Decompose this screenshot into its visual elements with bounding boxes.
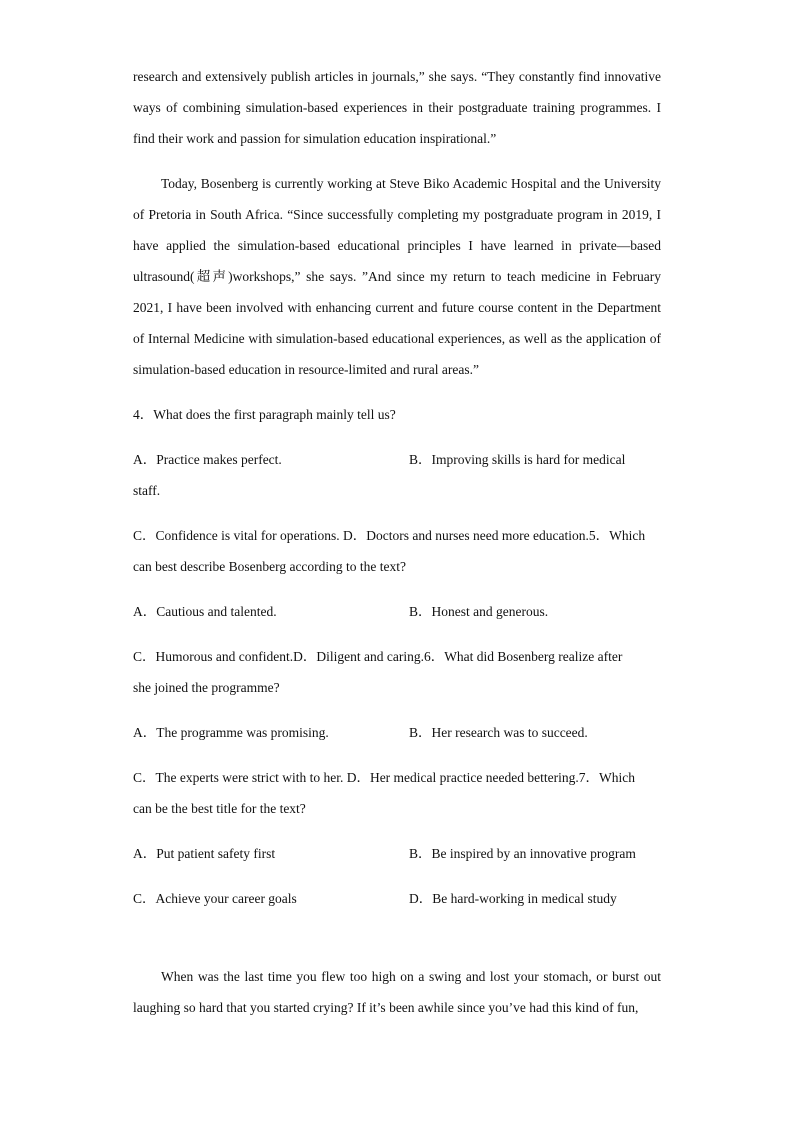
passage-paragraph-1: research and extensively publish articles in journals,” she says. “They constantly find innovative ways of combining simulation-based experiences in their postgraduate training programmes. I find their work and passion for simulation education inspirational.” — [133, 69, 661, 146]
question-5-options-cd: C．Humorous and confident.D．Diligent and caring.6．What did Bosenberg realize after — [133, 649, 623, 664]
question-6-option-a: A．The programme was promising. — [133, 725, 329, 740]
question-6-options-cd: C．The experts were strict with to her. D．Her medical practice needed bettering.7．Which — [133, 770, 635, 785]
document-page — [133, 61, 661, 1023]
question-4-option-b-continued: staff. — [133, 483, 161, 498]
question-4-options-ab — [133, 444, 661, 475]
question-4-options-cd: C．Confidence is vital for operations. D．Doctors and nurses need more education.5．Which — [133, 528, 646, 543]
question-7-stem: can be the best title for the text? — [133, 801, 306, 816]
question-7-option-a: A．Put patient safety first — [133, 846, 276, 861]
question-6-option-b: B．Her research was to succeed. — [409, 725, 588, 740]
question-6-stem: she joined the programme? — [133, 680, 280, 695]
question-7-option-c: C．Achieve your career goals — [133, 891, 297, 906]
question-4-stem: 4．What does the first paragraph mainly tell us? — [133, 407, 396, 422]
question-4-option-a: A．Practice makes perfect. — [133, 452, 282, 467]
question-7-option-d: D．Be hard-working in medical study — [409, 891, 617, 906]
next-passage-paragraph-1: When was the last time you flew too high on a swing and lost your stomach, or burst out laughing so hard that you started crying? If it’s been awhile since you’ve had this kind of fun, — [133, 969, 661, 1015]
question-4-option-b: B．Improving skills is hard for medical — [409, 452, 626, 467]
question-7-options-cd — [133, 883, 661, 914]
question-7-options-ab — [133, 838, 661, 869]
passage-paragraph-2: Today, Bosenberg is currently working at Steve Biko Academic Hospital and the University of Pretoria in South Africa. “Since successfully completing my postgraduate program in 2019, I have applied the simulation-based educational principles I have learned in private—based ultrasound(超声)workshops,” she says. ”And since my return to teach medicine in February 2021, I have been involved with enhancing current and future course content in the Department of Internal Medicine with simulation-based educational experiences, as well as the application of simulation-based education in resource-limited and rural areas.” — [133, 176, 661, 377]
question-5-option-b: B．Honest and generous. — [409, 604, 549, 619]
question-5-option-a: A．Cautious and talented. — [133, 604, 277, 619]
question-6-options-ab — [133, 717, 661, 748]
question-7-option-b: B．Be inspired by an innovative program — [409, 846, 636, 861]
question-5-options-ab — [133, 596, 661, 627]
question-5-stem: can best describe Bosenberg according to the text? — [133, 559, 407, 574]
